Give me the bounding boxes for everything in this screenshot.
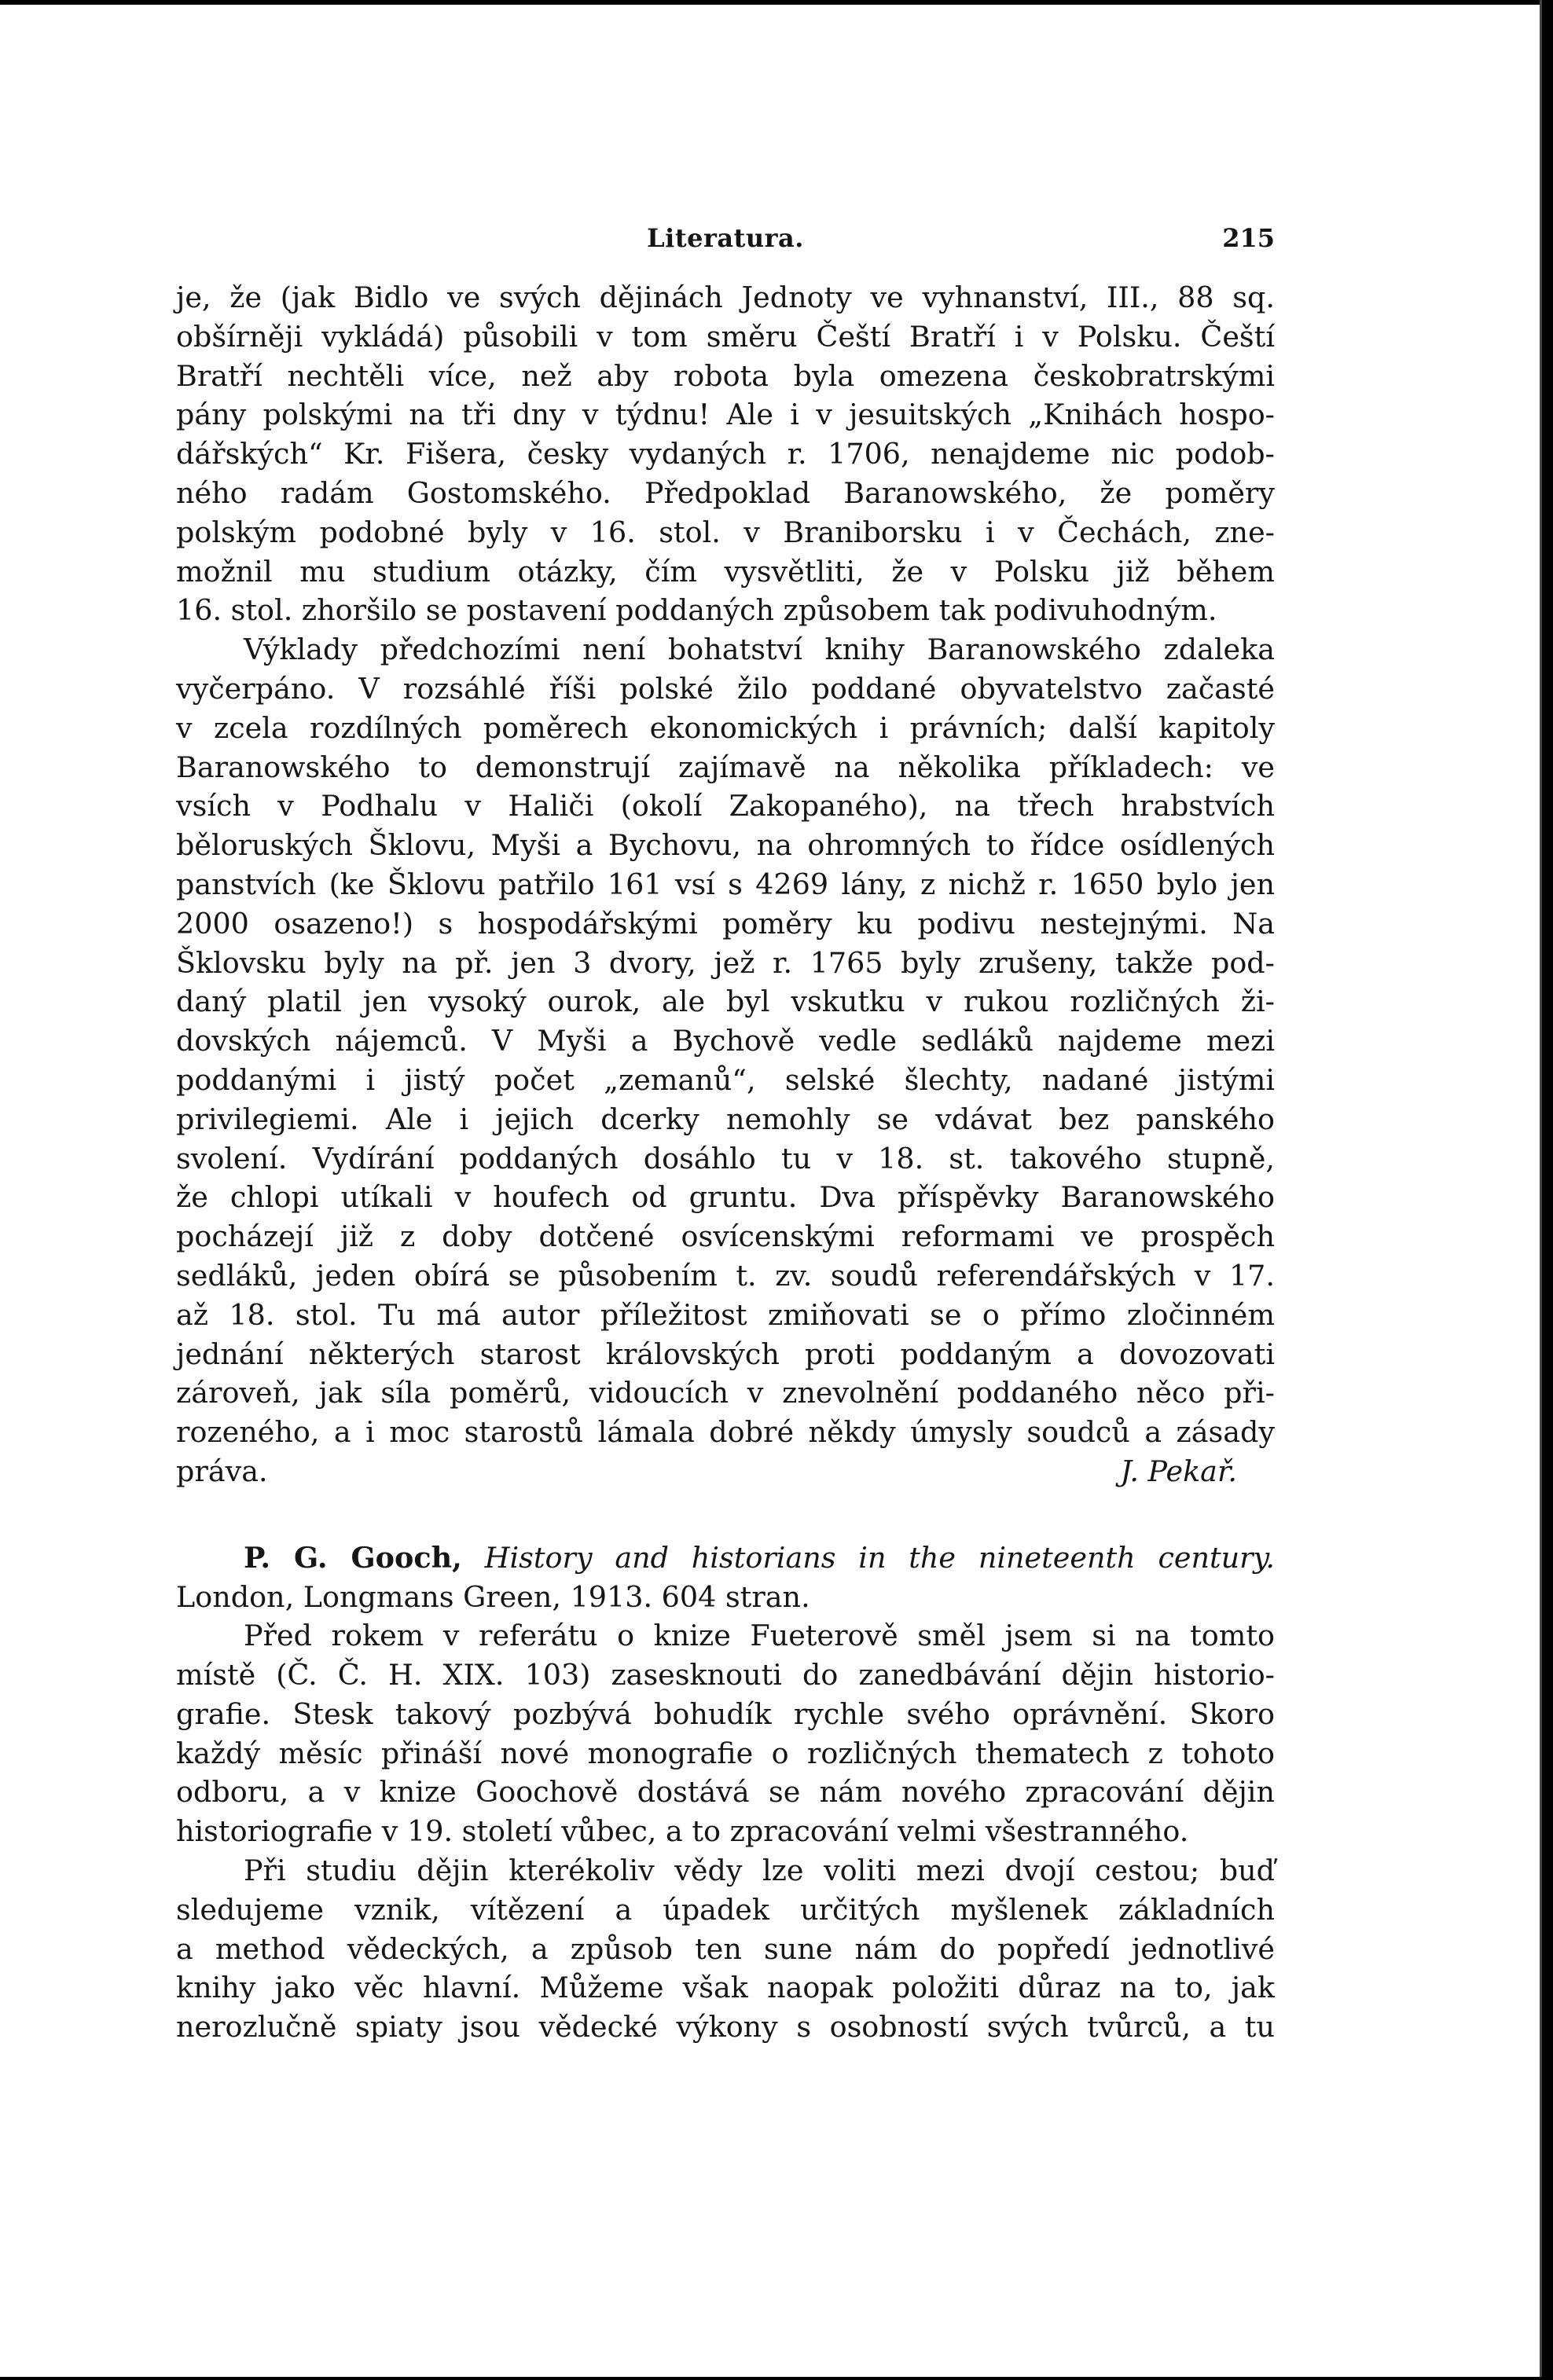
book-imprint: London, Longmans Green, 1913. 604 stran. bbox=[176, 1579, 810, 1614]
text-line: daný platil jen vysoký ourok, ale byl vskutku v rukou rozličných ži- bbox=[176, 985, 1275, 1019]
text-line: Před rokem v referátu o knize Fueterově směl jsem si na tomto bbox=[244, 1619, 1275, 1653]
text-line: panstvích (ke Šklovu patřilo 161 vsí s 4269 lány, z nichž r. 1650 bylo jen bbox=[176, 867, 1275, 901]
text-line: že chlopi utíkali v houfech od gruntu. Dva příspěvky Baranowského bbox=[176, 1180, 1275, 1215]
text-line: dovských nájemců. V Myši a Bychově vedle sedláků najdeme mezi bbox=[176, 1024, 1275, 1058]
closing-word: práva. bbox=[176, 1454, 268, 1488]
book-author: P. G. Gooch, bbox=[244, 1540, 462, 1575]
running-head bbox=[176, 223, 1275, 278]
citation-line bbox=[176, 1538, 1275, 1578]
text-line: odboru, a v knize Goochově dostává se nám nového zpracování dějin bbox=[176, 1775, 1275, 1810]
text-line: Baranowského to demonstrují zajímavě na několika příkladech: ve bbox=[176, 750, 1275, 784]
text-line: historiografie v 19. století vůbec, a to zpracování velmi všestranného. bbox=[176, 1814, 1189, 1849]
text-line: sedláků, jeden obírá se působením t. zv. soudů referendářských v 17. bbox=[176, 1258, 1275, 1293]
text-line: v zcela rozdílných poměrech ekonomických i právních; další kapitoly bbox=[176, 710, 1275, 745]
text-line: nerozlučně spiaty jsou vědecké výkony s osobností svých tvůrců, a tu bbox=[176, 2010, 1275, 2044]
text-line: 2000 osazeno!) s hospodářskými poměry ku podivu nestejnými. Na bbox=[176, 906, 1275, 941]
reviewer-signature: J. Pekař. bbox=[1120, 1454, 1237, 1488]
text-line: rozeného, a i moc starostů lámala dobré někdy úmysly soudců a zásady bbox=[176, 1415, 1275, 1450]
text-line: Při studiu dějin kterékoliv vědy lze voliti mezi dvojí cestou; buď bbox=[244, 1854, 1275, 1888]
page-number: 215 bbox=[1222, 223, 1275, 253]
text-line: svolení. Vydírání poddaných dosáhlo tu v 18. st. takového stupně, bbox=[176, 1141, 1275, 1175]
text-line: polským podobné byly v 16. stol. v Braniborsku i v Čechách, zne- bbox=[176, 515, 1275, 549]
text-line: místě (Č. Č. H. XIX. 103) zasesknouti do zanedbávání dějin historio- bbox=[176, 1658, 1275, 1692]
text-line: ného radám Gostomského. Předpoklad Baranowského, že poměry bbox=[176, 475, 1275, 510]
text-line: obšírněji vykládá) působili v tom směru Čeští Bratří i v Polsku. Čeští bbox=[176, 319, 1275, 354]
text-line: knihy jako věc hlavní. Můžeme však naopak položiti důraz na to, jak bbox=[176, 1971, 1275, 2005]
text-line: až 18. stol. Tu má autor příležitost zmiňovati se o přímo zločinném bbox=[176, 1297, 1275, 1332]
text-line: vsích v Podhalu v Haliči (okolí Zakopaného), na třech hrabstvích bbox=[176, 789, 1275, 823]
text-line: Výklady předchozími není bohatství knihy Baranowského zdaleka bbox=[244, 633, 1275, 667]
review-gooch bbox=[176, 1538, 1275, 2047]
text-line: privilegiemi. Ale i jejich dcerky nemohly se vdávat bez panského bbox=[176, 1102, 1275, 1136]
book-title: History and historians in the nineteenth century. bbox=[484, 1540, 1275, 1575]
scan-border-bottom bbox=[0, 2377, 1553, 2380]
text-line: zároveň, jak síla poměrů, vidoucích v znevolnění poddaného něco při- bbox=[176, 1376, 1275, 1410]
scan-border-right bbox=[1542, 0, 1553, 2380]
text-line: Šklovsku byly na př. jen 3 dvory, jež r. 1765 byly zrušeny, takže pod- bbox=[176, 945, 1275, 980]
text-line: běloruských Šklovu, Myši a Bychovu, na ohromných to řídce osídlených bbox=[176, 828, 1275, 863]
review-baranowski bbox=[176, 278, 1275, 1491]
text-line: každý měsíc přináší nové monografie o rozličných thematech z tohoto bbox=[176, 1736, 1275, 1770]
text-line: je, že (jak Bidlo ve svých dějinách Jednoty ve vyhnanství, III., 88 sq. bbox=[176, 281, 1275, 314]
running-title: Literatura. bbox=[647, 223, 804, 253]
text-line: a method vědeckých, a způsob ten sune nám do popředí jednotlivé bbox=[176, 1931, 1275, 1966]
text-line: možnil mu studium otázky, čím vysvětliti, že v Polsku již během bbox=[176, 554, 1275, 589]
text-line: grafie. Stesk takový pozbývá bohudík rychle svého oprávnění. Skoro bbox=[176, 1696, 1275, 1731]
text-line: sledujeme vznik, vítězení a úpadek určitých myšlenek základních bbox=[176, 1892, 1275, 1927]
section-gap bbox=[176, 1491, 1275, 1538]
scan-border-top bbox=[0, 0, 1553, 5]
text-line: dářských“ Kr. Fišera, česky vydaných r. 1706, nenajdeme nic podob- bbox=[176, 437, 1275, 471]
signature-line bbox=[176, 1452, 1275, 1491]
text-line: Bratří nechtěli více, než aby robota byla omezena českobratrskými bbox=[176, 358, 1275, 393]
text-line: vyčerpáno. V rozsáhlé říši polské žilo poddané obyvatelstvo začasté bbox=[176, 671, 1275, 706]
text-line: 16. stol. zhoršilo se postavení poddaných způsobem tak podivuhodným. bbox=[176, 593, 1217, 628]
text-line: pány polskými na tři dny v týdnu! Ale i v jesuitských „Knihách hospo- bbox=[176, 398, 1275, 432]
text-line: pocházejí již z doby dotčené osvícenskými reformami ve prospěch bbox=[176, 1219, 1275, 1254]
text-line: jednání některých starost královských proti poddaným a dovozovati bbox=[176, 1337, 1275, 1371]
book-page bbox=[176, 223, 1275, 2047]
text-line: poddanými i jistý počet „zemanů“, selské šlechty, nadané jistými bbox=[176, 1062, 1275, 1097]
